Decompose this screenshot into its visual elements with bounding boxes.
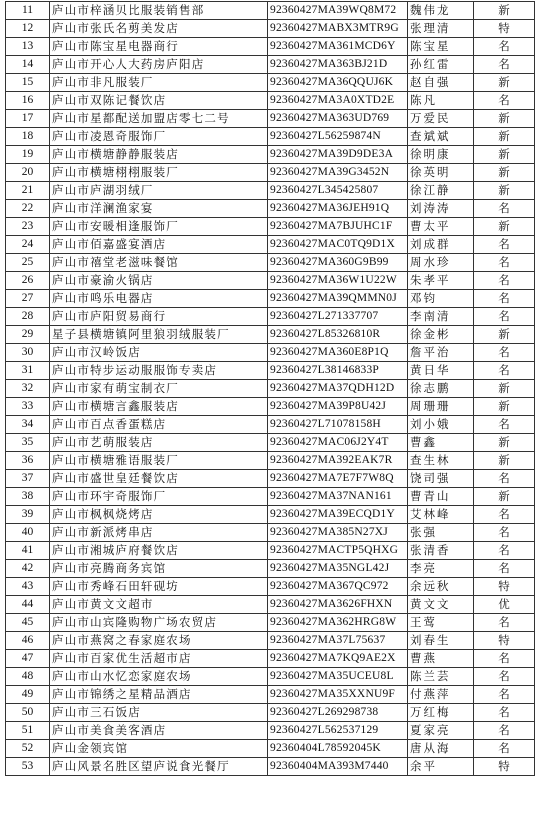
category-tag: 特 (474, 20, 535, 38)
row-number: 29 (6, 326, 50, 344)
table-row (6, 542, 535, 560)
business-name: 庐山市山水忆恋家庭农场 (50, 668, 268, 686)
row-number: 19 (6, 146, 50, 164)
category-tag: 名 (474, 344, 535, 362)
category-tag: 新 (474, 74, 535, 92)
business-name: 庐山市美食美客酒店 (50, 722, 268, 740)
row-number: 25 (6, 254, 50, 272)
operator-name: 曹青山 (408, 488, 474, 506)
operator-name: 付燕萍 (408, 686, 474, 704)
row-number: 26 (6, 272, 50, 290)
category-tag: 新 (474, 488, 535, 506)
operator-name: 周水珍 (408, 254, 474, 272)
category-tag: 新 (474, 182, 535, 200)
category-tag: 名 (474, 650, 535, 668)
business-name: 庐山市安暖相逢服饰厂 (50, 218, 268, 236)
business-name: 庐山市汉岭饭店 (50, 344, 268, 362)
category-tag: 名 (474, 38, 535, 56)
credit-code: 92360427MA362HRG8W (268, 614, 408, 632)
table-row (6, 452, 535, 470)
table-row (6, 650, 535, 668)
operator-name: 陈凡 (408, 92, 474, 110)
business-name: 庐山市庐湖羽绒厂 (50, 182, 268, 200)
credit-code: 92360427MA35NGL42J (268, 560, 408, 578)
operator-name: 夏家亮 (408, 722, 474, 740)
table-row (6, 2, 535, 20)
row-number: 12 (6, 20, 50, 38)
credit-code: 92360427MA3A0XTD2E (268, 92, 408, 110)
row-number: 38 (6, 488, 50, 506)
table-row (6, 56, 535, 74)
row-number: 18 (6, 128, 50, 146)
operator-name: 曹燕 (408, 650, 474, 668)
row-number: 31 (6, 362, 50, 380)
business-name: 庐山风景名胜区望庐说食光餐厅 (50, 758, 268, 776)
operator-name: 黄文文 (408, 596, 474, 614)
credit-code: 92360427MA36QQUJ6K (268, 74, 408, 92)
business-registry-table (5, 1, 535, 776)
table-row (6, 416, 535, 434)
category-tag: 新 (474, 146, 535, 164)
row-number: 51 (6, 722, 50, 740)
row-number: 15 (6, 74, 50, 92)
table-row (6, 632, 535, 650)
operator-name: 刘涛涛 (408, 200, 474, 218)
operator-name: 饶司强 (408, 470, 474, 488)
business-name: 庐山市秀峰石田轩砚坊 (50, 578, 268, 596)
row-number: 28 (6, 308, 50, 326)
category-tag: 名 (474, 200, 535, 218)
credit-code: 92360427MA360E8P1Q (268, 344, 408, 362)
category-tag: 特 (474, 758, 535, 776)
credit-code: 92360427MA39ECQD1Y (268, 506, 408, 524)
row-number: 34 (6, 416, 50, 434)
credit-code: 92360404L78592045K (268, 740, 408, 758)
operator-name: 周珊珊 (408, 398, 474, 416)
operator-name: 余远秋 (408, 578, 474, 596)
operator-name: 徐志鹏 (408, 380, 474, 398)
table-row (6, 92, 535, 110)
category-tag: 新 (474, 218, 535, 236)
business-name: 庐山市横塘栩栩服装厂 (50, 164, 268, 182)
table-row (6, 290, 535, 308)
row-number: 23 (6, 218, 50, 236)
operator-name: 曹鑫 (408, 434, 474, 452)
category-tag: 新 (474, 398, 535, 416)
row-number: 20 (6, 164, 50, 182)
category-tag: 新 (474, 326, 535, 344)
table-row (6, 74, 535, 92)
table-row (6, 110, 535, 128)
table-row (6, 758, 535, 776)
row-number: 24 (6, 236, 50, 254)
credit-code: 92360427MA363UD769 (268, 110, 408, 128)
operator-name: 陈兰芸 (408, 668, 474, 686)
category-tag: 名 (474, 272, 535, 290)
credit-code: 92360427MA37L75637 (268, 632, 408, 650)
business-name: 庐山市湘城庐府餐饮店 (50, 542, 268, 560)
business-name: 庐山市豪渝火锅店 (50, 272, 268, 290)
row-number: 30 (6, 344, 50, 362)
category-tag: 特 (474, 578, 535, 596)
row-number: 40 (6, 524, 50, 542)
row-number: 33 (6, 398, 50, 416)
row-number: 48 (6, 668, 50, 686)
category-tag: 名 (474, 308, 535, 326)
operator-name: 张理清 (408, 20, 474, 38)
table-row (6, 20, 535, 38)
operator-name: 李南清 (408, 308, 474, 326)
business-name: 星子县横塘镇阿里狼羽绒服装厂 (50, 326, 268, 344)
table-row (6, 182, 535, 200)
row-number: 50 (6, 704, 50, 722)
business-name: 庐山市庐阳贸易商行 (50, 308, 268, 326)
business-name: 庐山金领宾馆 (50, 740, 268, 758)
operator-name: 徐英明 (408, 164, 474, 182)
table-row (6, 380, 535, 398)
operator-name: 万红梅 (408, 704, 474, 722)
operator-name: 查生林 (408, 452, 474, 470)
row-number: 37 (6, 470, 50, 488)
category-tag: 新 (474, 434, 535, 452)
business-name: 庐山市鸣乐电器店 (50, 290, 268, 308)
table-row (6, 560, 535, 578)
credit-code: 92360427L85326810R (268, 326, 408, 344)
category-tag: 名 (474, 668, 535, 686)
business-name: 庐山市开心人大药房庐阳店 (50, 56, 268, 74)
table-row (6, 596, 535, 614)
row-number: 13 (6, 38, 50, 56)
category-tag: 名 (474, 254, 535, 272)
table-row (6, 326, 535, 344)
category-tag: 名 (474, 470, 535, 488)
credit-code: 92360427MA39D9DE3A (268, 146, 408, 164)
table-row (6, 434, 535, 452)
operator-name: 刘小娥 (408, 416, 474, 434)
table-row (6, 308, 535, 326)
credit-code: 92360427MAC0TQ9D1X (268, 236, 408, 254)
business-name: 庐山市陈宝星电器商行 (50, 38, 268, 56)
category-tag: 新 (474, 380, 535, 398)
operator-name: 陈宝星 (408, 38, 474, 56)
category-tag: 新 (474, 164, 535, 182)
credit-code: 92360427MA39G3452N (268, 164, 408, 182)
category-tag: 新 (474, 2, 535, 20)
business-name: 庐山市星都配送加盟店零七二号 (50, 110, 268, 128)
table-body (6, 2, 535, 776)
business-name: 庐山市洋澜渔家宴 (50, 200, 268, 218)
credit-code: 92360427MA3626FHXN (268, 596, 408, 614)
operator-name: 徐明康 (408, 146, 474, 164)
row-number: 16 (6, 92, 50, 110)
business-name: 庐山市枫枫烧烤店 (50, 506, 268, 524)
row-number: 42 (6, 560, 50, 578)
business-name: 庐山市特步运动服服饰专卖店 (50, 362, 268, 380)
operator-name: 魏伟龙 (408, 2, 474, 20)
credit-code: 92360427MA367QC972 (268, 578, 408, 596)
credit-code: 92360427MA7BJUHC1F (268, 218, 408, 236)
credit-code: 92360427MA37QDH12D (268, 380, 408, 398)
credit-code: 92360427MA39P8U42J (268, 398, 408, 416)
row-number: 14 (6, 56, 50, 74)
row-number: 41 (6, 542, 50, 560)
table-row (6, 614, 535, 632)
category-tag: 名 (474, 722, 535, 740)
table-row (6, 398, 535, 416)
credit-code: 92360427MACTP5QHXG (268, 542, 408, 560)
category-tag: 名 (474, 704, 535, 722)
table-row (6, 668, 535, 686)
credit-code: 92360427L269298738 (268, 704, 408, 722)
row-number: 45 (6, 614, 50, 632)
table-row (6, 686, 535, 704)
operator-name: 徐江静 (408, 182, 474, 200)
business-name: 庐山市凌恩奇服饰厂 (50, 128, 268, 146)
operator-name: 刘成群 (408, 236, 474, 254)
row-number: 43 (6, 578, 50, 596)
business-name: 庐山市环宇奇服饰厂 (50, 488, 268, 506)
category-tag: 特 (474, 632, 535, 650)
credit-code: 92360427L562537129 (268, 722, 408, 740)
table-row (6, 164, 535, 182)
business-name: 庐山市横塘静静服装店 (50, 146, 268, 164)
business-name: 庐山市三石饭店 (50, 704, 268, 722)
table-row (6, 146, 535, 164)
operator-name: 黄日华 (408, 362, 474, 380)
table-row (6, 524, 535, 542)
table-row (6, 704, 535, 722)
operator-name: 刘春生 (408, 632, 474, 650)
operator-name: 曹太平 (408, 218, 474, 236)
table-row (6, 218, 535, 236)
row-number: 36 (6, 452, 50, 470)
credit-code: 92360427MA363BJ21D (268, 56, 408, 74)
table-row (6, 488, 535, 506)
operator-name: 邓钧 (408, 290, 474, 308)
row-number: 44 (6, 596, 50, 614)
operator-name: 艾林峰 (408, 506, 474, 524)
category-tag: 名 (474, 740, 535, 758)
credit-code: 92360427MA385N27XJ (268, 524, 408, 542)
table-row (6, 236, 535, 254)
row-number: 49 (6, 686, 50, 704)
category-tag: 名 (474, 524, 535, 542)
category-tag: 名 (474, 56, 535, 74)
row-number: 46 (6, 632, 50, 650)
credit-code: 92360427L71078158H (268, 416, 408, 434)
table-row (6, 470, 535, 488)
table-row (6, 200, 535, 218)
business-name: 庐山市亮腾商务宾馆 (50, 560, 268, 578)
category-tag: 名 (474, 92, 535, 110)
row-number: 39 (6, 506, 50, 524)
business-name: 庐山市百家优生活超市店 (50, 650, 268, 668)
business-name: 庐山市家有萌宝制衣厂 (50, 380, 268, 398)
business-name: 庐山市梓涵贝比服装销售部 (50, 2, 268, 20)
operator-name: 查斌斌 (408, 128, 474, 146)
row-number: 11 (6, 2, 50, 20)
credit-code: 92360427MAC06J2Y4T (268, 434, 408, 452)
credit-code: 92360427MA7KQ9AE2X (268, 650, 408, 668)
row-number: 32 (6, 380, 50, 398)
business-name: 庐山市盛世皇廷餐饮店 (50, 470, 268, 488)
category-tag: 新 (474, 128, 535, 146)
business-name: 庐山市张氏名剪美发店 (50, 20, 268, 38)
business-name: 庐山市燕窝之春家庭农场 (50, 632, 268, 650)
operator-name: 张清香 (408, 542, 474, 560)
category-tag: 名 (474, 560, 535, 578)
credit-code: 92360427MA392EAK7R (268, 452, 408, 470)
category-tag: 优 (474, 596, 535, 614)
business-name: 庐山市禧堂老滋味餐馆 (50, 254, 268, 272)
operator-name: 朱孝平 (408, 272, 474, 290)
credit-code: 92360427L271337707 (268, 308, 408, 326)
category-tag: 名 (474, 542, 535, 560)
business-name: 庐山市锦绣之星精品酒店 (50, 686, 268, 704)
credit-code: 92360427MA361MCD6Y (268, 38, 408, 56)
table-row (6, 38, 535, 56)
table-row (6, 740, 535, 758)
operator-name: 詹平治 (408, 344, 474, 362)
operator-name: 万爱民 (408, 110, 474, 128)
row-number: 17 (6, 110, 50, 128)
operator-name: 王莺 (408, 614, 474, 632)
row-number: 21 (6, 182, 50, 200)
table-row (6, 506, 535, 524)
credit-code: 92360427MABX3MTR9G (268, 20, 408, 38)
operator-name: 孙红雷 (408, 56, 474, 74)
business-name: 庐山市横塘雅语服装厂 (50, 452, 268, 470)
credit-code: 92360427MA39WQ8M72 (268, 2, 408, 20)
business-name: 庐山市新派烤串店 (50, 524, 268, 542)
business-name: 庐山市横塘言鑫服装店 (50, 398, 268, 416)
row-number: 52 (6, 740, 50, 758)
table-row (6, 344, 535, 362)
business-name: 庐山市山宾隆购物广场农贸店 (50, 614, 268, 632)
operator-name: 余平 (408, 758, 474, 776)
credit-code: 92360427L56259874N (268, 128, 408, 146)
row-number: 47 (6, 650, 50, 668)
credit-code: 92360427MA37NAN161 (268, 488, 408, 506)
credit-code: 92360427MA36JEH91Q (268, 200, 408, 218)
row-number: 35 (6, 434, 50, 452)
operator-name: 徐金彬 (408, 326, 474, 344)
operator-name: 张强 (408, 524, 474, 542)
table-row (6, 362, 535, 380)
business-name: 庐山市百点香蛋糕店 (50, 416, 268, 434)
row-number: 22 (6, 200, 50, 218)
category-tag: 名 (474, 506, 535, 524)
category-tag: 名 (474, 362, 535, 380)
category-tag: 名 (474, 614, 535, 632)
business-name: 庐山市艺萌服装店 (50, 434, 268, 452)
business-name: 庐山市非凡服装厂 (50, 74, 268, 92)
table-row (6, 272, 535, 290)
category-tag: 名 (474, 686, 535, 704)
credit-code: 92360427MA39QMMN0J (268, 290, 408, 308)
credit-code: 92360427MA35UCEU8L (268, 668, 408, 686)
category-tag: 名 (474, 290, 535, 308)
business-name: 庐山市黄文文超市 (50, 596, 268, 614)
business-name: 庐山市佰嘉盛宴酒店 (50, 236, 268, 254)
operator-name: 唐从海 (408, 740, 474, 758)
table-row (6, 578, 535, 596)
row-number: 27 (6, 290, 50, 308)
table-row (6, 254, 535, 272)
credit-code: 92360427MA36W1U22W (268, 272, 408, 290)
credit-code: 92360427L345425807 (268, 182, 408, 200)
category-tag: 新 (474, 452, 535, 470)
table-row (6, 128, 535, 146)
operator-name: 李亮 (408, 560, 474, 578)
category-tag: 名 (474, 416, 535, 434)
credit-code: 92360427MA7E7F7W8Q (268, 470, 408, 488)
operator-name: 赵自强 (408, 74, 474, 92)
table-row (6, 722, 535, 740)
business-name: 庐山市双陈记餐饮店 (50, 92, 268, 110)
category-tag: 新 (474, 110, 535, 128)
credit-code: 92360404MA393M7440 (268, 758, 408, 776)
credit-code: 92360427L38146833P (268, 362, 408, 380)
row-number: 53 (6, 758, 50, 776)
credit-code: 92360427MA35XXNU9F (268, 686, 408, 704)
category-tag: 名 (474, 236, 535, 254)
credit-code: 92360427MA360G9B99 (268, 254, 408, 272)
